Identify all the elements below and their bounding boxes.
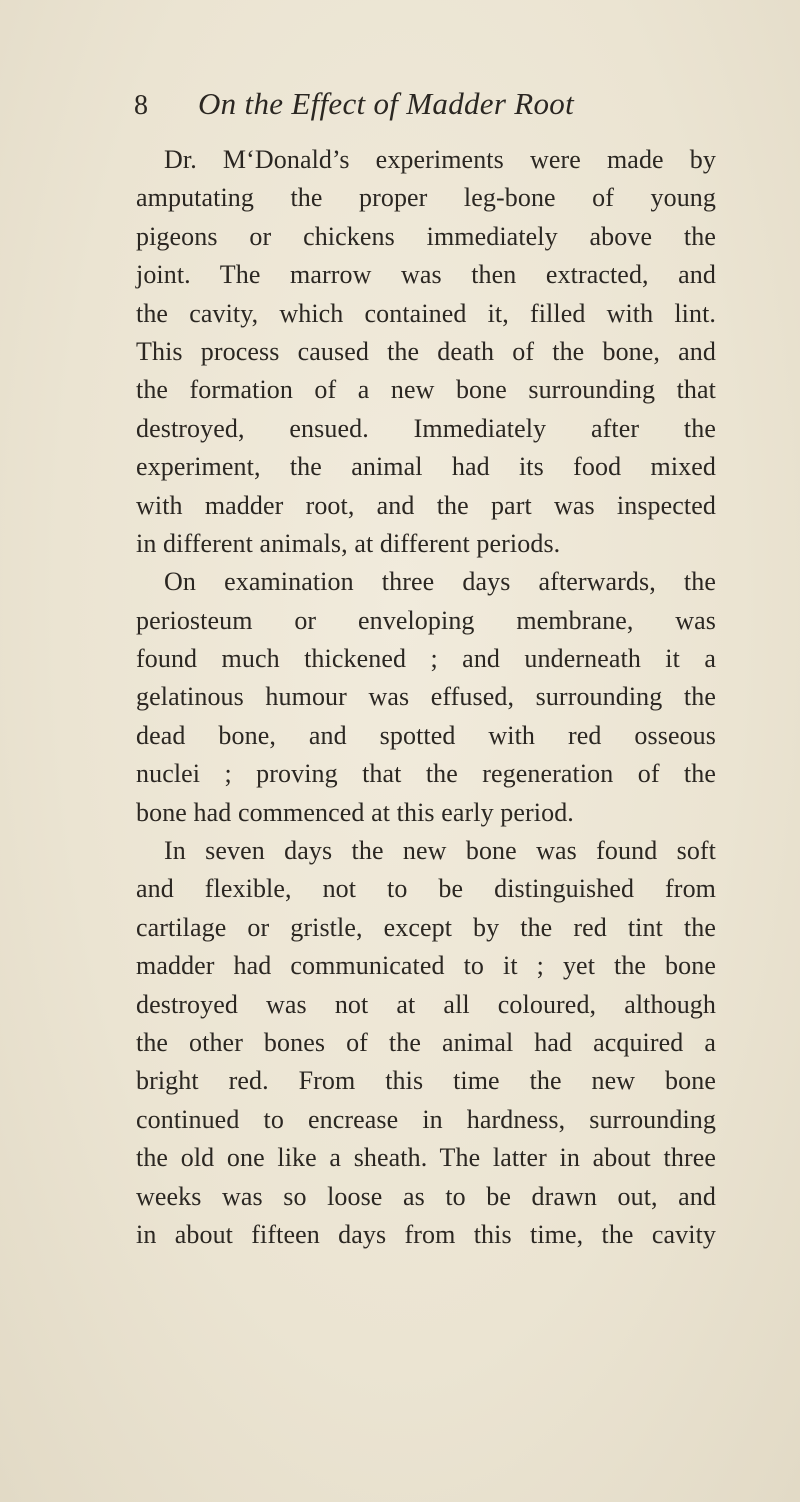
text-line: the other bones of the animal had acquired a [136,1027,716,1057]
text-line: the cavity, which contained it, filled with lint. [136,298,716,328]
body-text [136,141,716,1254]
text-line: gelatinous humour was effused, surrounding the [136,682,716,712]
text-line: cartilage or gristle, except by the red tint the [136,912,716,942]
text-line: dead bone, and spotted with red osseous [136,720,716,750]
page-number: 8 [134,90,148,121]
text-line: in different animals, at different periods. [136,528,561,558]
text-line: pigeons or chickens immediately above the [136,221,716,251]
text-line: This process caused the death of the bone, and [136,336,716,366]
text-line: periosteum or enveloping membrane, was [136,605,716,635]
text-line: amputating the proper leg-bone of young [136,183,716,213]
text-line: in about fifteen days from this time, the cavity [136,1219,716,1249]
text-line: joint. The marrow was then extracted, and [136,260,716,290]
text-line: with madder root, and the part was inspected [136,490,716,520]
text-line: destroyed was not at all coloured, although [136,989,716,1019]
text-line: nuclei ; proving that the regeneration of the [136,759,716,789]
text-line: experiment, the animal had its food mixed [136,452,716,482]
text-line: found much thickened ; and underneath it a [136,644,716,674]
text-line: bone had commenced at this early period. [136,797,574,827]
text-line: destroyed, ensued. Immediately after the [136,413,716,443]
text-line: weeks was so loose as to be drawn out, and [136,1181,716,1211]
text-line: On examination three days afterwards, the [164,567,716,597]
text-line: and flexible, not to be distinguished from [136,874,716,904]
text-line: In seven days the new bone was found soft [164,836,716,866]
text-line: continued to encrease in hardness, surrounding [136,1104,716,1134]
text-line: Dr. M‘Donald’s experiments were made by [164,145,716,174]
text-line: the formation of a new bone surrounding that [136,375,716,405]
text-line: bright red. From this time the new bone [136,1066,716,1096]
running-head [134,84,714,124]
text-line: the old one like a sheath. The latter in about three [136,1143,716,1173]
text-line: madder had communicated to it ; yet the bone [136,951,716,981]
running-title: On the Effect of Madder Root [198,86,575,121]
